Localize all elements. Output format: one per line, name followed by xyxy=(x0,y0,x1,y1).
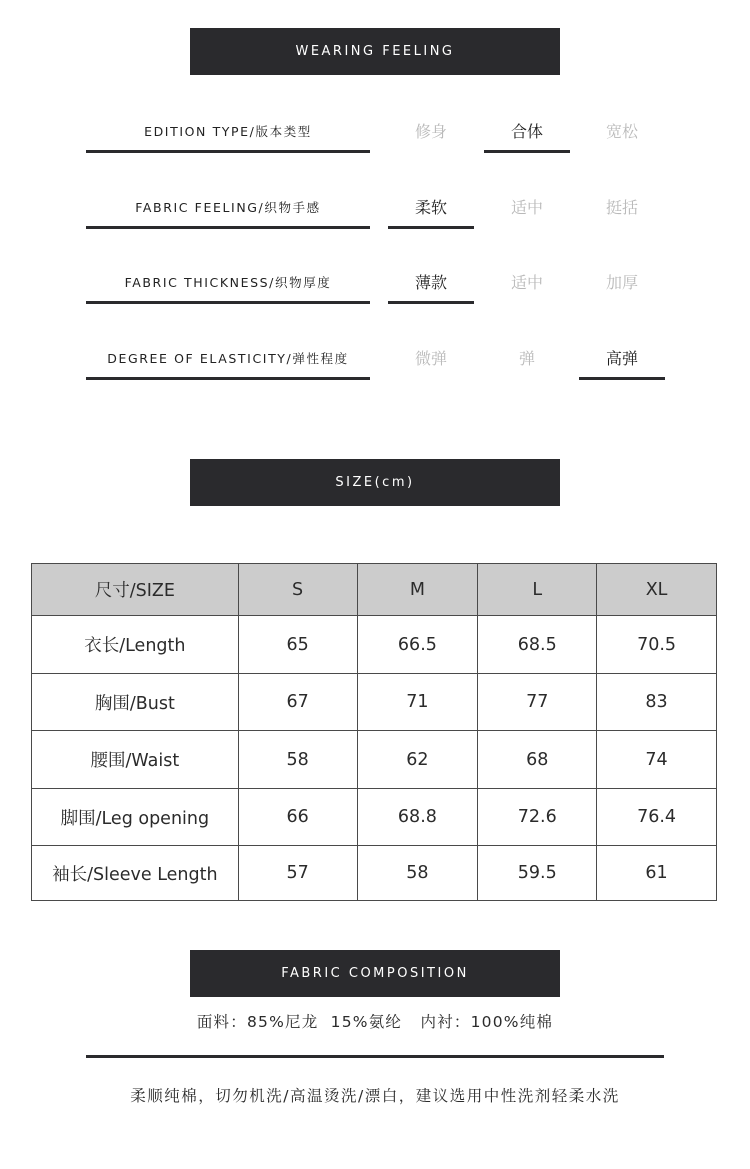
feeling-row-elasticity xyxy=(0,341,750,401)
option-loose: 宽松 xyxy=(605,122,638,141)
option-slight-stretch: 微弹 xyxy=(414,349,447,368)
divider xyxy=(86,1055,664,1058)
fabric-composition-text: 面料：85%尼龙 15%氨纶 内衬：100%纯棉 xyxy=(196,1013,554,1031)
cell: 57 xyxy=(238,846,357,901)
feeling-row-fabric-thickness xyxy=(0,265,750,325)
header-cell: L xyxy=(478,564,597,616)
cell: 58 xyxy=(238,731,357,789)
cell: 61 xyxy=(597,846,717,901)
cell: 74 xyxy=(597,731,717,789)
option-thin-selected: 薄款 xyxy=(388,265,474,304)
cell: 66.5 xyxy=(357,616,478,674)
cell: 67 xyxy=(238,674,357,731)
option-stiff: 挺括 xyxy=(605,198,638,217)
option-soft-selected: 柔软 xyxy=(388,190,474,229)
table-row xyxy=(32,846,717,901)
size-header: SIZE(cm) xyxy=(190,459,560,506)
option-stretch: 弹 xyxy=(518,349,535,368)
feeling-label: FABRIC FEELING/织物手感 xyxy=(86,190,370,229)
row-label: 脚围/Leg opening xyxy=(32,789,239,846)
row-label: 胸围/Bust xyxy=(32,674,239,731)
cell: 68 xyxy=(478,731,597,789)
option-medium: 适中 xyxy=(510,198,543,217)
fabric-composition-header: FABRIC COMPOSITION xyxy=(190,950,560,997)
size-table xyxy=(31,563,717,901)
care-instructions: 柔顺纯棉，切勿机洗/高温烫洗/漂白，建议选用中性洗剂轻柔水洗 xyxy=(130,1087,620,1105)
cell: 66 xyxy=(238,789,357,846)
cell: 70.5 xyxy=(597,616,717,674)
feeling-label: FABRIC THICKNESS/织物厚度 xyxy=(86,265,370,304)
option-thick: 加厚 xyxy=(605,273,638,292)
header-cell: M xyxy=(357,564,478,616)
header-cell: XL xyxy=(597,564,717,616)
cell: 65 xyxy=(238,616,357,674)
feeling-row-fabric-feeling xyxy=(0,190,750,250)
table-row xyxy=(32,731,717,789)
wearing-feeling-header: WEARING FEELING xyxy=(190,28,560,75)
table-row xyxy=(32,789,717,846)
option-medium: 适中 xyxy=(510,273,543,292)
row-label: 衣长/Length xyxy=(32,616,239,674)
cell: 83 xyxy=(597,674,717,731)
row-label: 袖长/Sleeve Length xyxy=(32,846,239,901)
header-cell: S xyxy=(238,564,357,616)
cell: 59.5 xyxy=(478,846,597,901)
size-table-header-row xyxy=(32,564,717,616)
table-row xyxy=(32,616,717,674)
cell: 62 xyxy=(357,731,478,789)
cell: 58 xyxy=(357,846,478,901)
cell: 72.6 xyxy=(478,789,597,846)
row-label: 腰围/Waist xyxy=(32,731,239,789)
cell: 68.5 xyxy=(478,616,597,674)
cell: 77 xyxy=(478,674,597,731)
header-cell: 尺寸/SIZE xyxy=(32,564,239,616)
feeling-label: DEGREE OF ELASTICITY/弹性程度 xyxy=(86,341,370,380)
feeling-label: EDITION TYPE/版本类型 xyxy=(86,114,370,153)
option-slim: 修身 xyxy=(414,122,447,141)
cell: 76.4 xyxy=(597,789,717,846)
option-regular-selected: 合体 xyxy=(484,114,570,153)
option-high-stretch-selected: 高弹 xyxy=(579,341,665,380)
cell: 71 xyxy=(357,674,478,731)
table-row xyxy=(32,674,717,731)
feeling-row-edition-type xyxy=(0,114,750,174)
cell: 68.8 xyxy=(357,789,478,846)
